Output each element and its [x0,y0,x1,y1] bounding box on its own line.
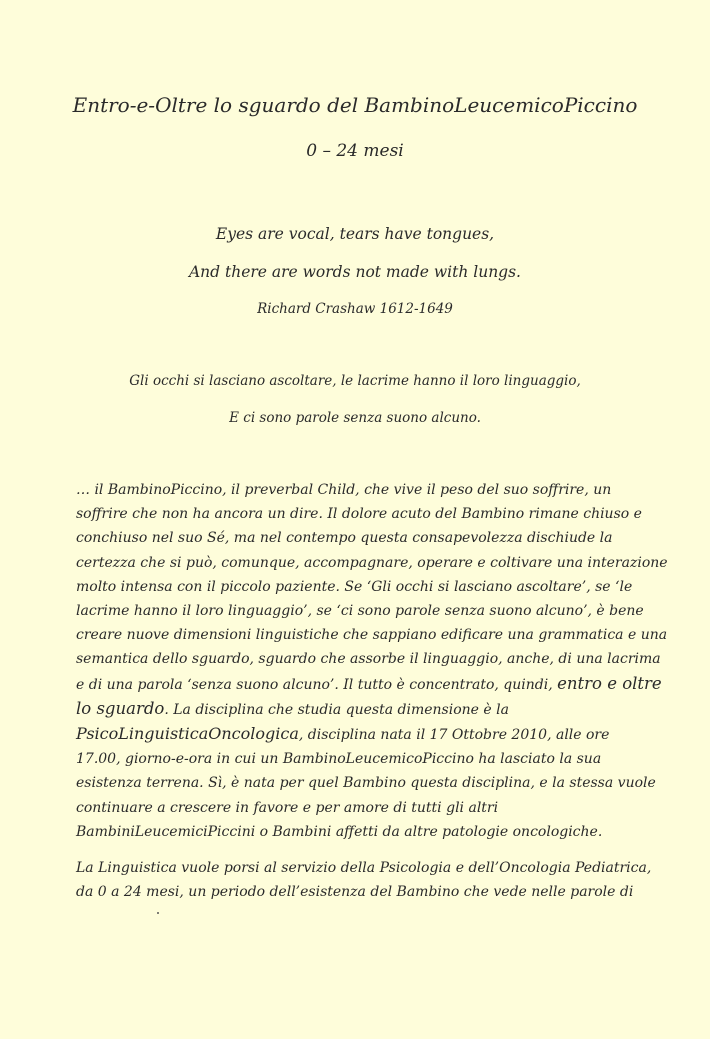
paragraph-line: conchiuso nel suo Sé, ma nel contempo questa consapevolezza dischiude la [76,530,613,547]
epigraph-line-1: Eyes are vocal, tears have tongues, [215,225,495,243]
stray-mark [157,912,159,914]
body-paragraph-2 [76,856,676,904]
paragraph-line: soffrire che non ha ancora un dire. Il dolore acuto del Bambino rimane chiuso e [76,506,642,523]
translation-line-2: E ci sono parole senza suono alcuno. [229,410,481,426]
paragraph-line: continuare a crescere in favore e per amore di tutti gli altri [76,799,499,816]
paragraph-line: … il BambinoPiccino, il preverbal Child, che vive il peso del suo soffrire, un [76,482,612,498]
body-paragraph-1 [76,478,676,844]
paragraph-line: semantica dello sguardo, sguardo che assorbe il linguaggio, anche, di una lacrima [76,651,661,668]
paragraph-line: 17.00, giorno-e-ora in cui un BambinoLeucemicoPiccino ha lasciato la sua [76,751,602,768]
emphasis-discipline-name: PsicoLinguisticaOncologica [76,724,299,744]
document-subtitle: 0 – 24 mesi [306,141,404,161]
emphasis-lo-sguardo: lo sguardo [76,698,165,718]
paragraph-line [76,697,676,722]
paragraph-text: e di una parola ‘senza suono alcuno’. Il tutto è concentrato, quindi, [76,676,558,693]
paragraph-text: , disciplina nata il 17 Ottobre 2010, alle ore [298,727,610,744]
emphasis-entro-e-oltre: entro e oltre [557,673,662,693]
paragraph-line: certezza che si può, comunque, accompagnare, operare e coltivare una interazione [76,554,668,571]
paragraph-line [76,722,676,747]
epigraph-line-2: And there are words not made with lungs. [188,263,521,281]
paragraph-line [76,672,676,697]
translation-line-1: Gli occhi si lasciano ascoltare, le lacrime hanno il loro linguaggio, [129,373,581,389]
paragraph-line: molto intensa con il piccolo paziente. Se ‘Gli occhi si lasciano ascoltare’, se ‘le [76,578,633,595]
paragraph-text: . La disciplina che studia questa dimensione è la [164,701,509,718]
paragraph-line: BambiniLeucemiciPiccini o Bambini affetti da altre patologie oncologiche. [76,823,603,840]
paragraph-line: lacrime hanno il loro linguaggio’, se ‘ci sono parole senza suono alcuno’, è bene [76,603,644,620]
paragraph-line: da 0 a 24 mesi, un periodo dell’esistenza del Bambino che vede nelle parole di [76,884,634,901]
paragraph-line: La Linguistica vuole porsi al servizio della Psicologia e dell’Oncologia Pediatrica, [76,860,652,876]
document-title: Entro-e-Oltre lo sguardo del BambinoLeucemicoPiccino [72,93,638,117]
paragraph-line: creare nuove dimensioni linguistiche che sappiano edificare una grammatica e una [76,627,668,644]
paragraph-line: esistenza terrena. Sì, è nata per quel Bambino questa disciplina, e la stessa vuole [76,775,656,792]
epigraph-attribution: Richard Crashaw 1612-1649 [257,301,453,317]
